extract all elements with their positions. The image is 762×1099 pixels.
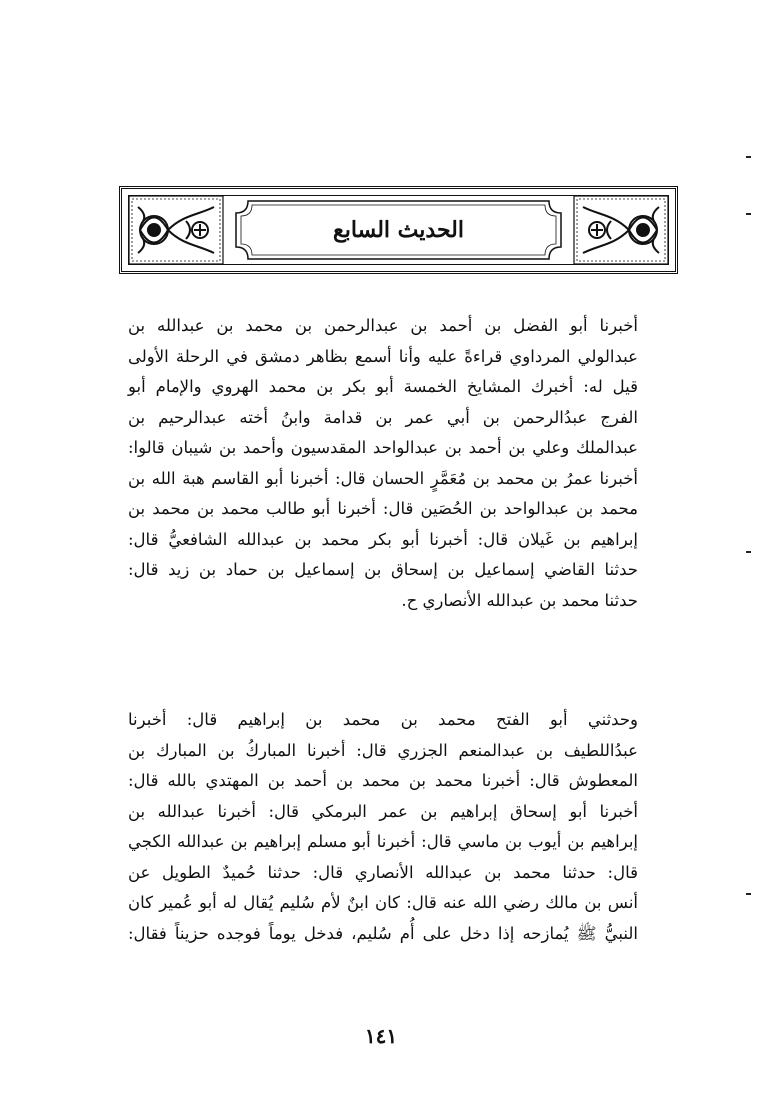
text-line: إبراهيم بن أيوب بن ماسي قال: أخبرنا أبو مسلم إبراهيم بن عبدالله الكجي xyxy=(128,832,638,851)
title-cartouche xyxy=(234,199,563,261)
text-line: عبدالولي المرداوي قراءةً عليه وأنا أسمع بظاهر دمشق في الرحلة الأولى xyxy=(128,346,638,366)
text-line: عبدُاللطيف بن عبدالمنعم الجزري قال: أخبرنا المباركُ بن المبارك بن xyxy=(128,740,638,760)
hadith-paragraph-1 xyxy=(128,311,638,616)
page-number: ١٤١ xyxy=(364,1024,398,1048)
margin-mark xyxy=(746,893,751,895)
text-line: حدثنا القاضي إسماعيل بن إسحاق بن إسماعيل بن حماد بن زيد قال: xyxy=(128,560,638,579)
text-line: إبراهيم بن غَيلان قال: أخبرنا أبو بكر محمد بن عبدالله الشافعيُّ قال: xyxy=(128,529,638,549)
text-line: وحدثني أبو الفتح محمد بن محمد بن إبراهيم قال: أخبرنا xyxy=(128,710,638,729)
text-line: أخبرنا عمرُ بن محمد بن مُعَمَّرٍ الحسان قال: أخبرنا أبو القاسم هبة الله بن xyxy=(128,468,638,488)
arabesque-ornament-right-icon xyxy=(573,195,669,265)
text-line: أخبرنا أبو إسحاق إبراهيم بن عمر البرمكي قال: أخبرنا عبدالله بن xyxy=(128,801,638,821)
text-line: عبدالملك وعلي بن أحمد بن عبدالواحد المقدسيون وأحمد بن شيبان قالوا: xyxy=(128,438,638,457)
margin-mark xyxy=(746,156,751,158)
margin-mark xyxy=(746,213,751,215)
chapter-header-frame xyxy=(119,186,678,274)
chapter-title: الحديث السابع xyxy=(333,217,464,243)
text-line: قال: حدثنا محمد بن عبدالله الأنصاري قال: حدثنا حُميدٌ الطويل عن xyxy=(128,862,638,882)
text-line: النبيُّ ﷺ يُمازحه إذا دخل على أُم سُليم، فدخل يوماً فوجده حزيناً فقال: xyxy=(128,923,638,943)
arabesque-ornament-left-icon xyxy=(128,195,224,265)
text-line: حدثنا محمد بن عبدالله الأنصاري ح. xyxy=(401,590,638,610)
margin-mark xyxy=(746,551,751,553)
hadith-paragraph-2 xyxy=(128,705,638,949)
text-line: أخبرنا أبو الفضل بن أحمد بن عبدالرحمن بن محمد بن عبدالله بن xyxy=(128,316,638,335)
text-line: محمد بن عبدالواحد بن الحُصَين قال: أخبرنا أبو طالب محمد بن محمد بن xyxy=(128,499,638,518)
text-line: قيل له: أخبرك المشايخ الخمسة أبو بكر بن محمد الهروي والإمام أبو xyxy=(128,377,638,396)
text-line: الفرج عبدُالرحمن بن أبي عمر بن قدامة وابنُ أخته عبدالرحيم بن xyxy=(128,407,638,427)
text-line: أنس بن مالك رضي الله عنه قال: كان ابنٌ لأم سُليم يُقال له أبو عُمير كان xyxy=(128,893,638,912)
text-line: المعطوش قال: أخبرنا محمد بن محمد بن أحمد بن المهتدي بالله قال: xyxy=(128,771,638,790)
